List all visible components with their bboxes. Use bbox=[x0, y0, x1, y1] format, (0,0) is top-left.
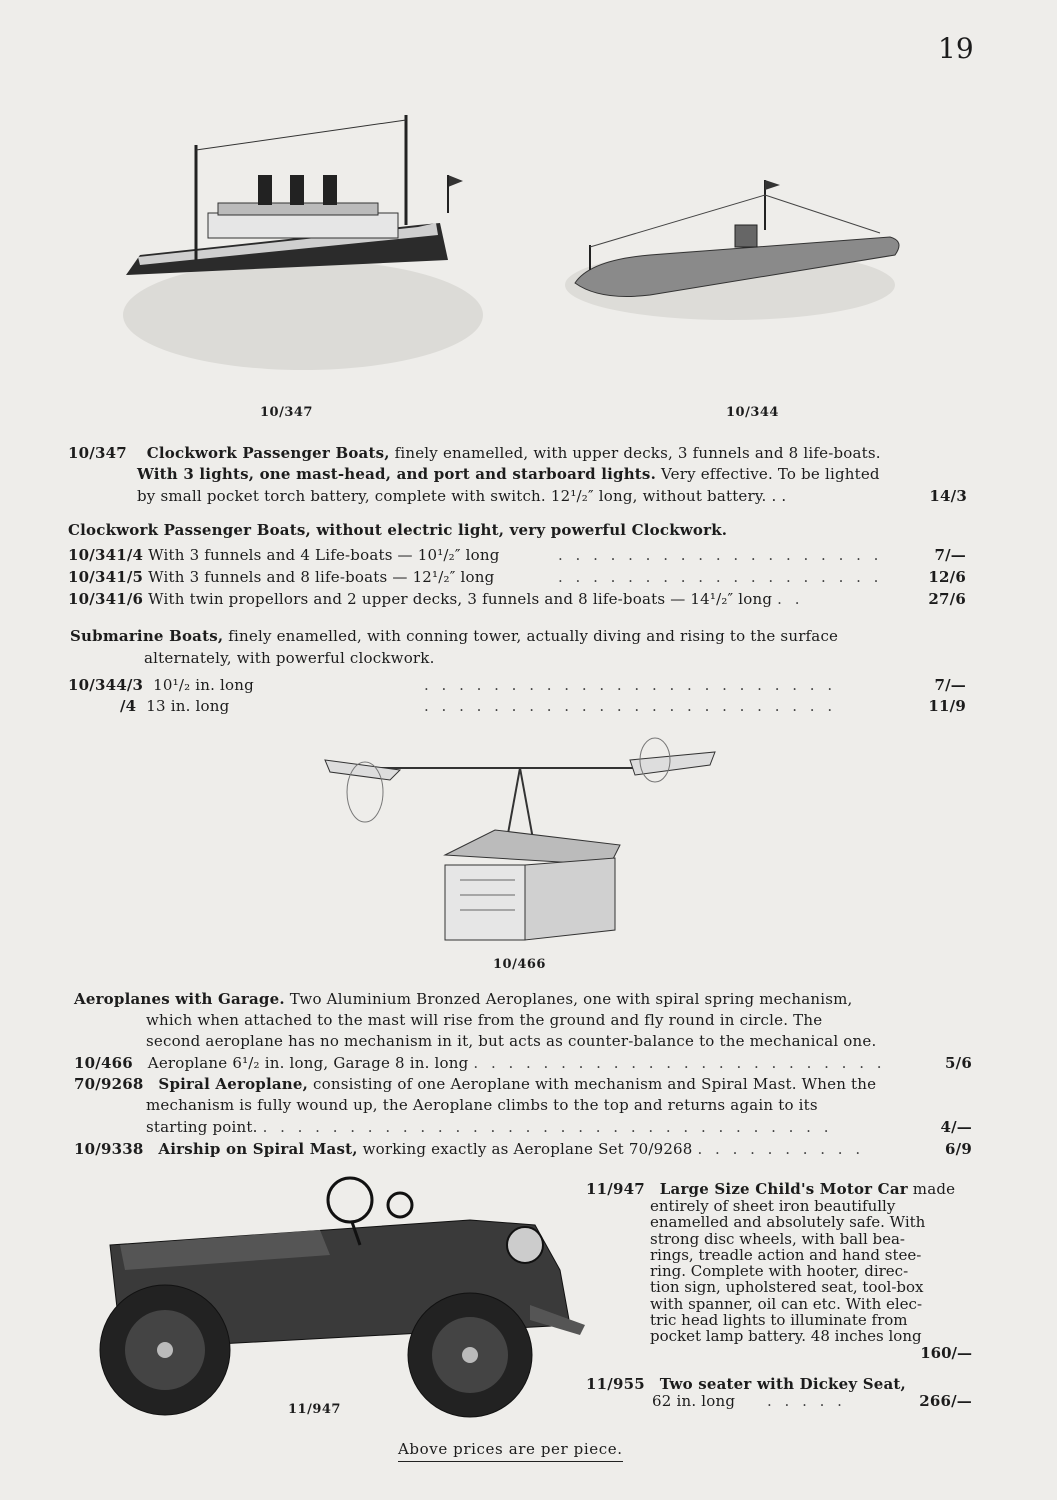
item-code: 10/9338 bbox=[74, 1140, 144, 1158]
item-description: 13 in. long bbox=[146, 697, 230, 715]
leader-dots: . . . . . . . . . . . . . . . . . . . . . . . . . . . . . . . . . bbox=[262, 1118, 833, 1136]
item-price: 27/6 bbox=[928, 590, 966, 608]
battery-description: by small pocket torch battery, complete with switch. 12¹/₂″ long, without battery. . . bbox=[137, 487, 787, 505]
item-description: 10¹/₂ in. long bbox=[153, 676, 254, 694]
leader-dots: . . . . . . . . . . . . . . . . . . . . . . . . bbox=[424, 697, 837, 715]
description-line: tion sign, upholstered seat, tool-box bbox=[650, 1278, 924, 1297]
item-price: 12/6 bbox=[928, 568, 966, 586]
item-description: finely enamelled, with upper decks, 3 funnels and 8 life-boats. bbox=[389, 444, 881, 462]
item-price: 160/— bbox=[920, 1343, 972, 1362]
section-heading-no-light: Clockwork Passenger Boats, without electric light, very powerful Clockwork. bbox=[68, 521, 728, 539]
garage-entry bbox=[74, 989, 853, 1011]
description-line: ring. Complete with hooter, direc- bbox=[650, 1262, 909, 1281]
item-price: 14/3 bbox=[929, 487, 967, 505]
lights-feature: With 3 lights, one mast-head, and port and starboard lights. bbox=[137, 465, 656, 483]
item-code: 70/9268 bbox=[74, 1075, 144, 1093]
item-description: finely enamelled, with conning tower, actually diving and rising to the surface bbox=[223, 627, 839, 645]
submarine-description-cont: alternately, with powerful clockwork. bbox=[144, 649, 435, 667]
leader-dots: . . . . . bbox=[767, 1392, 846, 1410]
item-title: Two seater with Dickey Seat, bbox=[659, 1375, 906, 1393]
description-line: pocket lamp battery. 48 inches long bbox=[650, 1327, 922, 1346]
item-code: /4 bbox=[120, 697, 137, 715]
spiral-description-line2: mechanism is fully wound up, the Aeroplane climbs to the top and returns again to its bbox=[146, 1096, 818, 1114]
submarine-illustration bbox=[560, 175, 940, 335]
passenger-boat-battery bbox=[137, 486, 967, 508]
motor-car-illustration bbox=[90, 1175, 590, 1425]
item-description: consisting of one Aeroplane with mechanism and Spiral Mast. When the bbox=[308, 1075, 877, 1093]
item-title: Aeroplanes with Garage. bbox=[74, 990, 285, 1008]
price-row bbox=[652, 1391, 972, 1413]
item-code: 10/341/6 bbox=[68, 590, 144, 608]
item-title: Submarine Boats, bbox=[70, 627, 224, 645]
item-price: 6/9 bbox=[945, 1140, 972, 1158]
caption-motor-car: 11/947 bbox=[288, 1402, 341, 1417]
description-line: tric head lights to illuminate from bbox=[650, 1311, 908, 1330]
item-price: 5/6 bbox=[945, 1054, 972, 1072]
page-number: 19 bbox=[938, 32, 974, 65]
item-description: Two Aluminium Bronzed Aeroplanes, one with spiral spring mechanism, bbox=[284, 990, 853, 1008]
item-price: 7/— bbox=[934, 546, 966, 564]
lights-description: Very effective. To be lighted bbox=[656, 465, 880, 483]
description-line: entirely of sheet iron beautifully bbox=[650, 1197, 896, 1215]
item-code: 11/947 bbox=[586, 1180, 645, 1198]
aeroplane-garage-illustration bbox=[320, 730, 720, 945]
item-description: With twin propellors and 2 upper decks, 3 funnels and 8 life-boats — 14¹/₂″ long bbox=[148, 590, 773, 608]
leader-dots: . . . . . . . . . . . . . . . . . . . bbox=[558, 546, 883, 564]
item-price: 4/— bbox=[940, 1118, 972, 1136]
passenger-boat-entry bbox=[68, 443, 881, 465]
item-title: Airship on Spiral Mast, bbox=[158, 1140, 358, 1158]
item-code: 10/341/5 bbox=[68, 568, 144, 586]
item-price: 7/— bbox=[934, 676, 966, 694]
item-title-suffix: made bbox=[907, 1180, 956, 1198]
price-row bbox=[68, 567, 966, 589]
motor-car-description bbox=[650, 1198, 972, 1361]
leader-dots: . . . . . . . . . . . . . . . . . . . bbox=[558, 568, 883, 586]
leader-dots: . . . . . . . . . . bbox=[697, 1140, 865, 1158]
item-description: starting point. bbox=[146, 1118, 258, 1136]
item-code: 10/344/3 bbox=[68, 676, 144, 694]
item-description: With 3 funnels and 4 Life-boats — 10¹/₂″ long bbox=[148, 546, 500, 564]
price-row bbox=[68, 545, 966, 567]
item-description: working exactly as Aeroplane Set 70/9268 bbox=[357, 1140, 693, 1158]
price-row bbox=[74, 1053, 972, 1075]
motor-car-entry bbox=[586, 1181, 955, 1197]
item-code: 10/347 bbox=[68, 444, 127, 462]
passenger-boat-lights bbox=[137, 464, 880, 486]
description-line: with spanner, oil can etc. With elec- bbox=[650, 1294, 923, 1313]
item-description: Aeroplane 6¹/₂ in. long, Garage 8 in. long bbox=[147, 1054, 469, 1072]
price-row bbox=[120, 696, 966, 718]
leader-dots: . . . . . . . . . . . . . . . . . . . . . . . . bbox=[473, 1054, 886, 1072]
leader-dots: . . bbox=[777, 590, 804, 608]
description-line: rings, treadle action and hand stee- bbox=[650, 1245, 922, 1264]
garage-description-line2: which when attached to the mast will rise from the ground and fly round in circle. The bbox=[146, 1011, 823, 1029]
price-footnote: Above prices are per piece. bbox=[398, 1440, 623, 1462]
price-row bbox=[74, 1139, 972, 1161]
price-row bbox=[146, 1117, 972, 1139]
price-row bbox=[68, 675, 966, 697]
item-title: Large Size Child's Motor Car bbox=[659, 1180, 908, 1198]
caption-aeroplane-garage: 10/466 bbox=[493, 957, 546, 972]
item-code: 10/466 bbox=[74, 1054, 133, 1072]
caption-passenger-boat: 10/347 bbox=[260, 405, 313, 420]
price-row bbox=[68, 589, 966, 611]
garage-description-line3: second aeroplane has no mechanism in it, but acts as counter-balance to the mechanical one. bbox=[146, 1032, 877, 1050]
item-code: 11/955 bbox=[586, 1375, 645, 1393]
item-title: Spiral Aeroplane, bbox=[158, 1075, 309, 1093]
passenger-ship-illustration bbox=[118, 95, 488, 370]
item-description: With 3 funnels and 8 life-boats — 12¹/₂″ long bbox=[148, 568, 495, 586]
spiral-aeroplane-entry bbox=[74, 1074, 876, 1096]
caption-submarine: 10/344 bbox=[726, 405, 779, 420]
item-title: Clockwork Passenger Boats, bbox=[146, 444, 390, 462]
item-price: 11/9 bbox=[928, 697, 966, 715]
description-line: enamelled and absolutely safe. With bbox=[650, 1213, 926, 1232]
submarine-entry bbox=[70, 626, 838, 648]
item-code: 10/341/4 bbox=[68, 546, 144, 564]
description-line: strong disc wheels, with ball bea- bbox=[650, 1229, 905, 1248]
leader-dots: . . . . . . . . . . . . . . . . . . . . . . . . bbox=[424, 676, 837, 694]
item-price: 266/— bbox=[919, 1392, 972, 1410]
item-description: 62 in. long bbox=[652, 1392, 736, 1410]
